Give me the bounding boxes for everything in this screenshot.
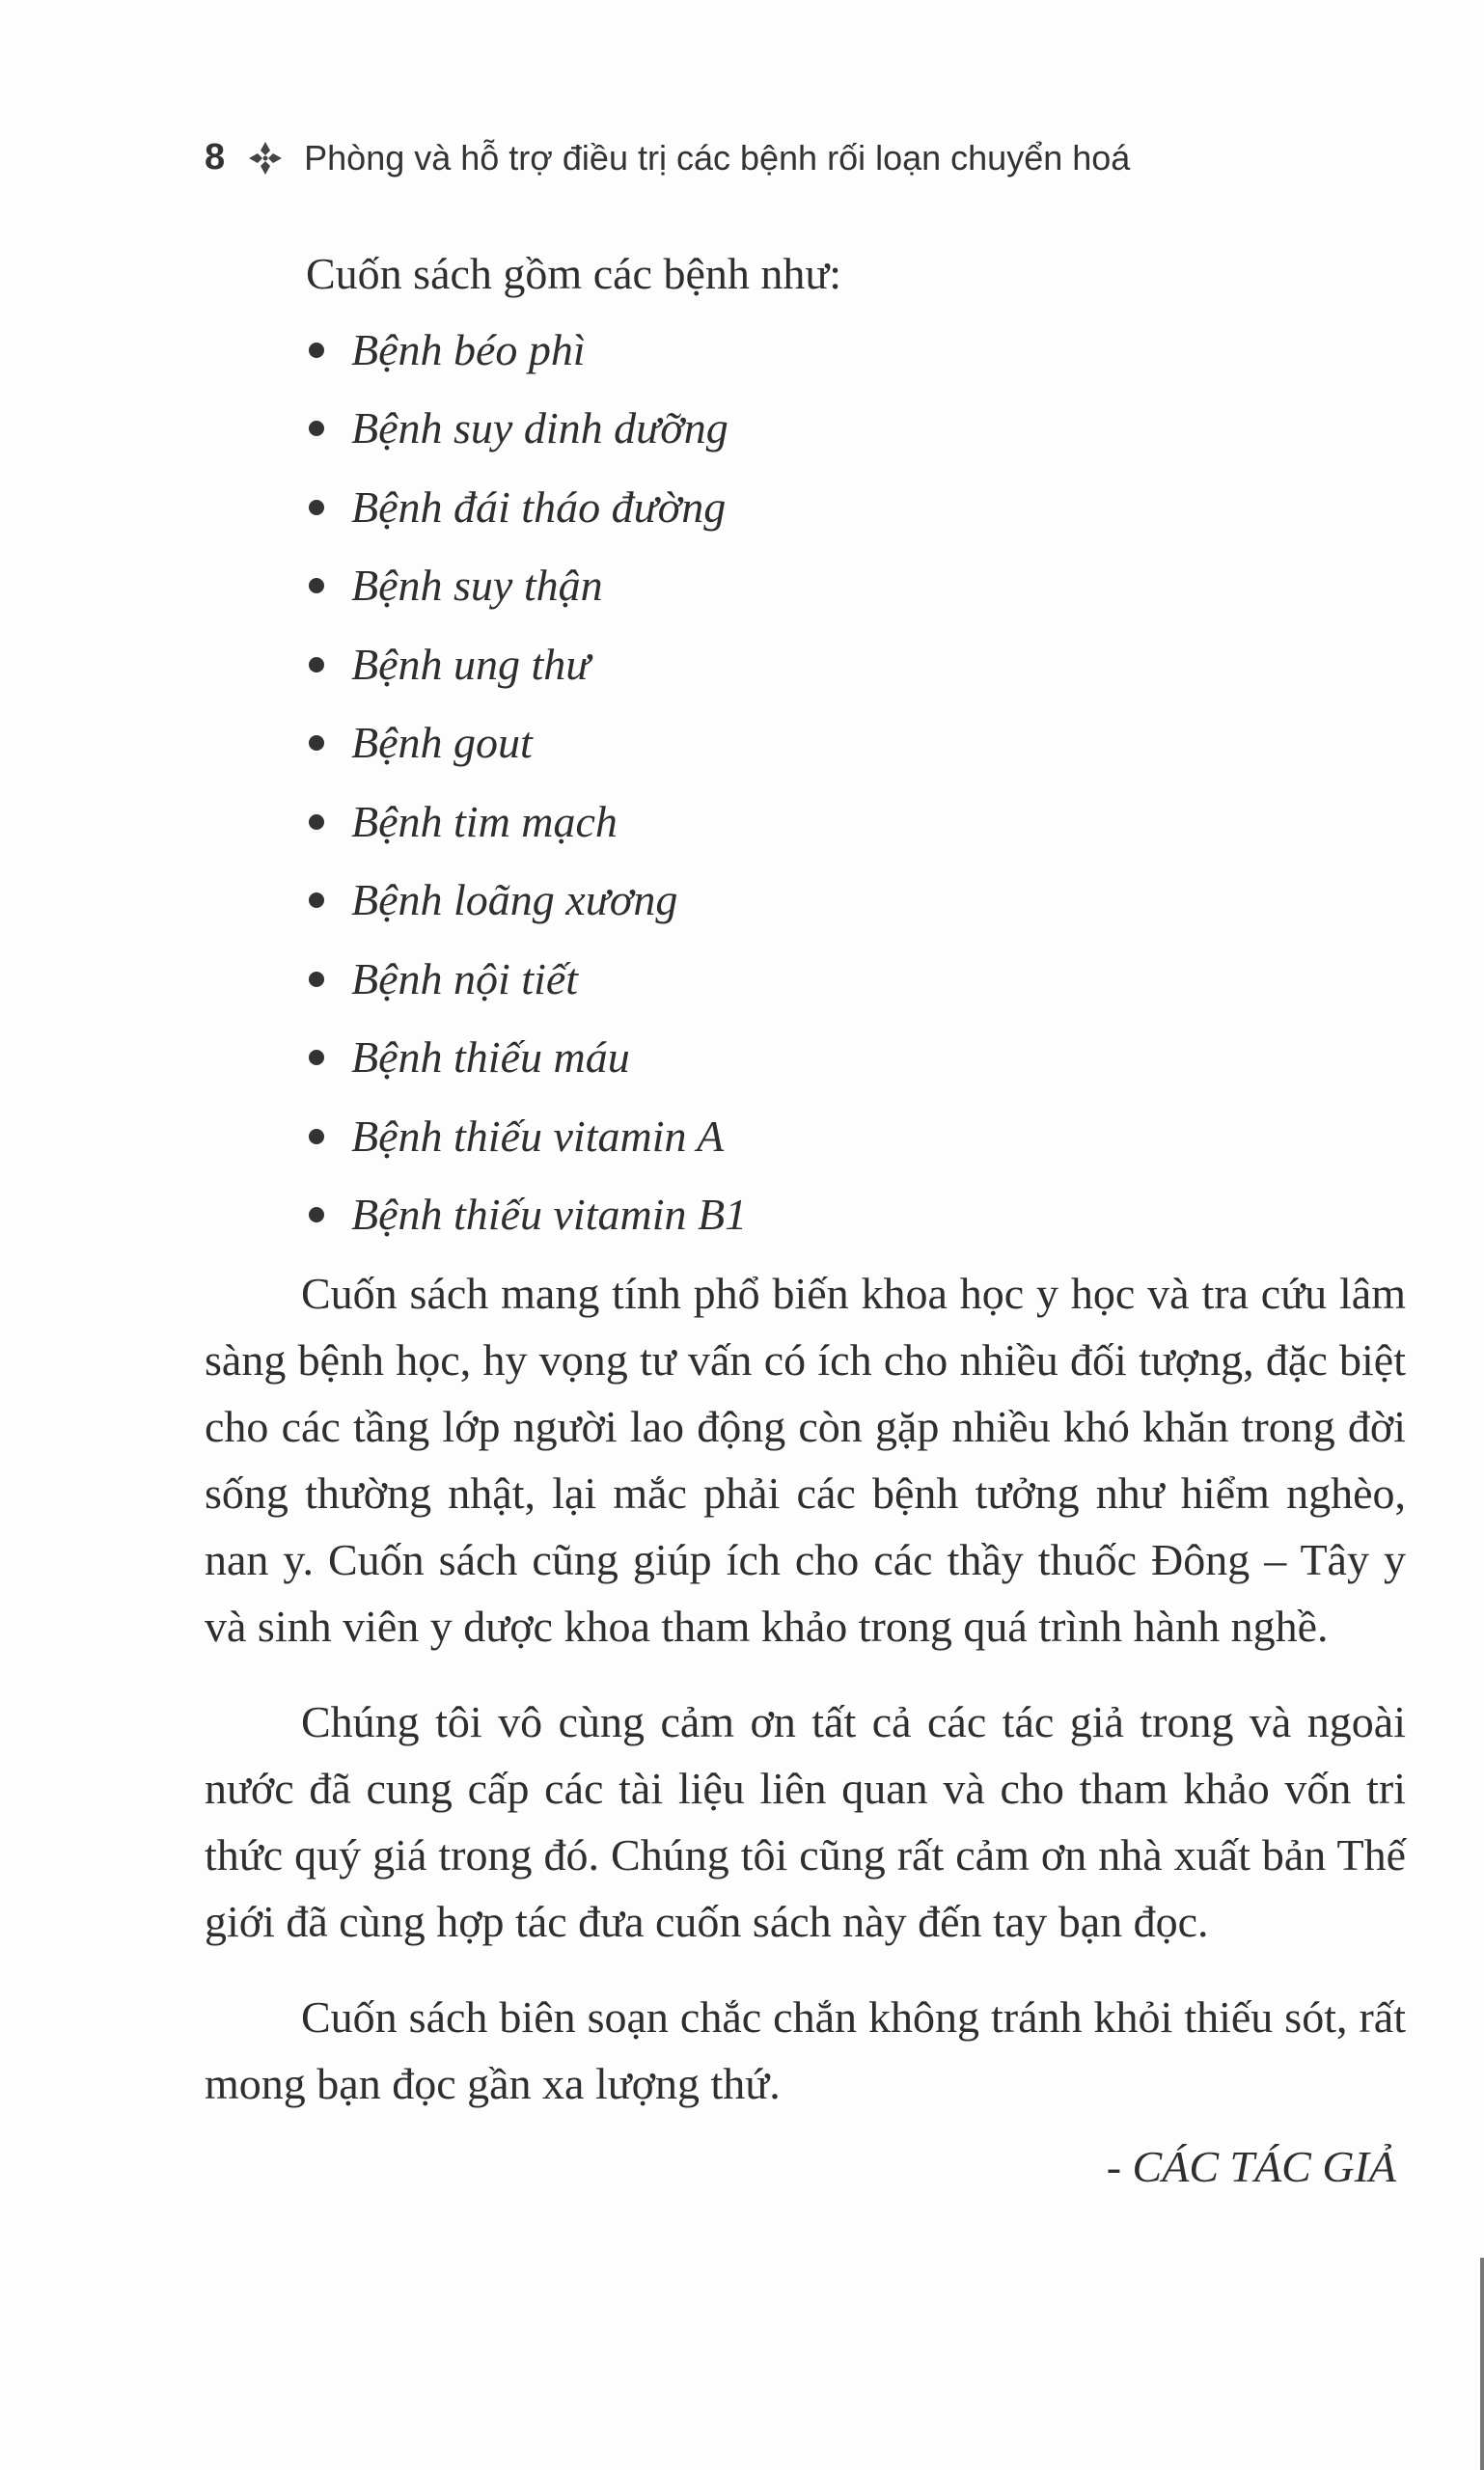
list-item: Bệnh thiếu vitamin B1 (205, 1176, 1406, 1255)
list-item: Bệnh béo phì (205, 311, 1406, 390)
list-item: Bệnh loãng xương (205, 862, 1406, 941)
bullet-icon (309, 500, 324, 515)
bullet-icon (309, 972, 324, 987)
list-item: Bệnh suy thận (205, 547, 1406, 626)
bullet-icon (309, 1207, 324, 1222)
list-item: Bệnh gout (205, 704, 1406, 783)
bullet-icon (309, 1129, 324, 1144)
bullet-icon (309, 892, 324, 908)
authors-signature: - CÁC TÁC GIẢ (1106, 2142, 1396, 2191)
list-item: Bệnh thiếu máu (205, 1019, 1406, 1098)
list-item: Bệnh thiếu vitamin A (205, 1097, 1406, 1176)
intro-line: Cuốn sách gồm các bệnh như: (306, 249, 842, 298)
list-item: Bệnh tim mạch (205, 782, 1406, 862)
page-number: 8 (205, 137, 226, 178)
page-content (205, 241, 1406, 2200)
diamond-flower-ornament-icon (246, 139, 285, 178)
paragraph-apology: Cuốn sách biên soạn chắc chắn không tránh khỏi thiếu sót, rất mong bạn đọc gần xa lượng thứ. (205, 1992, 1406, 2108)
disease-list (205, 311, 1406, 1254)
bullet-icon (309, 1050, 324, 1065)
page-edge-shadow (1480, 2258, 1484, 2470)
list-item: Bệnh nội tiết (205, 940, 1406, 1019)
running-title: Phòng và hỗ trợ điều trị các bệnh rối loạn chuyển hoá (304, 137, 1131, 178)
list-item: Bệnh đái tháo đường (205, 468, 1406, 547)
list-item: Bệnh suy dinh dưỡng (205, 390, 1406, 469)
bullet-icon (309, 578, 324, 593)
bullet-icon (309, 814, 324, 830)
paragraph-thanks: Chúng tôi vô cùng cảm ơn tất cả các tác giả trong và ngoài nước đã cung cấp các tài liệu liên quan và cho tham khảo vốn tri thức quý giá trong đó. Chúng tôi cũng rất cảm ơn nhà xuất bản Thế giới đã cùng hợp tác đưa cuốn sách này đến tay bạn đọc. (205, 1697, 1406, 1946)
list-item: Bệnh ung thư (205, 625, 1406, 704)
bullet-icon (309, 657, 324, 672)
page-header (205, 137, 1130, 178)
bullet-icon (309, 343, 324, 358)
bullet-icon (309, 735, 324, 751)
bullet-icon (309, 421, 324, 436)
paragraph-purpose: Cuốn sách mang tính phổ biến khoa học y học và tra cứu lâm sàng bệnh học, hy vọng tư vấn có ích cho nhiều đối tượng, đặc biệt cho các tầng lớp người lao động còn gặp nhiều khó khăn trong đời sống thường nhật, lại mắc phải các bệnh tưởng như hiểm nghèo, nan y. Cuốn sách cũng giúp ích cho các thầy thuốc Đông – Tây y và sinh viên y dược khoa tham khảo trong quá trình hành nghề. (205, 1269, 1406, 1651)
